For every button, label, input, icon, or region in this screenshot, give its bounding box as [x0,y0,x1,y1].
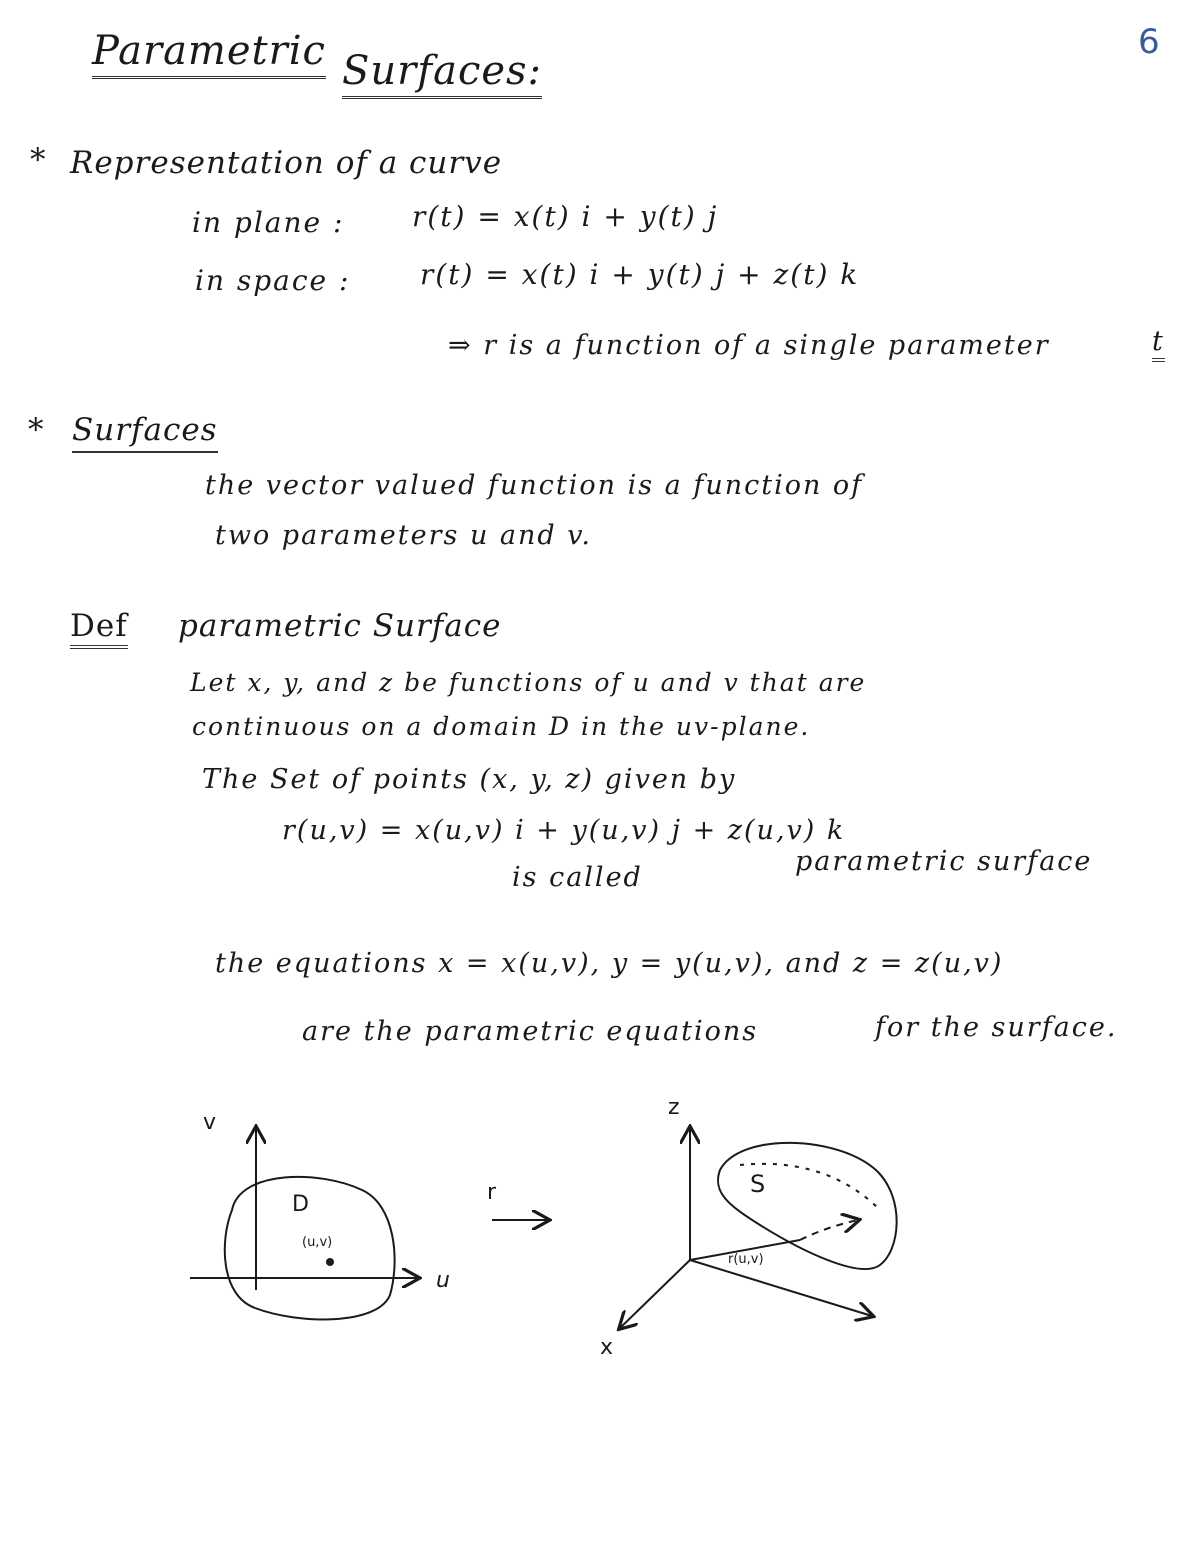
plane-equation: r(t) = x(t) i + y(t) j [412,200,719,233]
single-parameter-note: ⇒ r is a function of a single parameter [448,330,1050,361]
bullet-star: * [30,142,47,178]
v-axis-label: v [203,1110,217,1135]
u-axis-label: u [436,1268,450,1293]
surfaces-line2: two parameters u and v. [215,520,592,551]
definition-label: Def [70,608,128,649]
point-uv-label: (u,v) [302,1235,333,1250]
definition-line2: continuous on a domain D in the uv-plane. [192,712,811,741]
surfaces-line1: the vector valued function is a function of [205,470,864,501]
plane-label: in plane : [192,206,345,239]
x-axis-label: x [600,1335,614,1360]
x-axis [620,1260,690,1328]
map-r-label: r [487,1180,497,1205]
parameter-t: t [1152,326,1165,362]
vector-r-label: r(u,v) [728,1252,764,1267]
z-axis-label: z [668,1095,680,1120]
page-title-part2: Surfaces: [342,48,542,99]
surface-s-label: S [750,1170,766,1198]
space-equation: r(t) = x(t) i + y(t) j + z(t) k [420,258,860,291]
curve-heading: Representation of a curve [70,145,503,181]
definition-line3: The Set of points (x, y, z) given by [202,764,737,795]
y-axis [690,1260,872,1316]
page-number: 6 [1138,22,1160,62]
space-label: in space : [195,264,351,297]
page-title-part1: Parametric [92,28,326,79]
parametric-surface-term: parametric surface [795,846,1093,877]
is-called: is called [512,862,643,893]
uv-plane [190,1128,418,1319]
uv-point [327,1259,333,1265]
equations-line2b: for the surface. [875,1012,1118,1043]
definition-line1: Let x, y, and z be functions of u and v that are [190,668,867,697]
equations-line1: the equations x = x(u,v), y = y(u,v), and z = z(u,v) [215,948,1004,979]
dashed-arrow [800,1220,858,1240]
xyz-space [620,1128,897,1328]
surface-equation: r(u,v) = x(u,v) i + y(u,v) j + z(u,v) k [282,815,846,846]
definition-heading: parametric Surface [178,608,502,644]
region-d-label: D [292,1192,309,1217]
surfaces-heading: Surfaces [72,412,218,453]
equations-line2a: are the parametric equations [302,1016,759,1047]
bullet-star: * [28,412,45,448]
